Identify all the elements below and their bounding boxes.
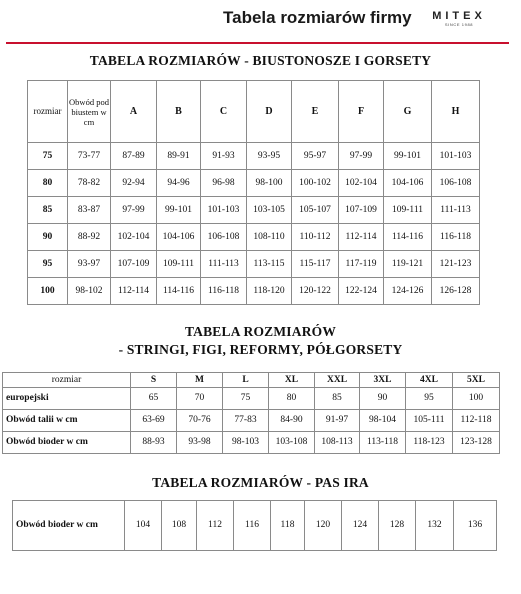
- belt-size-table: [12, 500, 497, 551]
- belt-cell: 136: [454, 501, 497, 551]
- bras-band-size: 90: [28, 224, 68, 251]
- bras-header-row: [28, 81, 480, 143]
- briefs-cell: 75: [223, 388, 269, 410]
- bras-cell: 103-105: [247, 197, 292, 224]
- briefs-row-label: Obwód bioder w cm: [3, 432, 131, 454]
- bras-cell: 114-116: [157, 278, 201, 305]
- bras-cell: 112-114: [111, 278, 157, 305]
- bras-cell: 107-109: [111, 251, 157, 278]
- bras-cell: 122-124: [339, 278, 384, 305]
- bras-column-header: E: [292, 81, 339, 143]
- bras-cell: 107-109: [339, 197, 384, 224]
- bras-cell: 106-108: [201, 224, 247, 251]
- bras-cell: 105-107: [292, 197, 339, 224]
- bras-cell: 106-108: [432, 170, 480, 197]
- briefs-cell: 65: [131, 388, 177, 410]
- bras-cell: 109-111: [384, 197, 432, 224]
- briefs-table-row: [3, 388, 500, 410]
- bras-cell: 89-91: [157, 143, 201, 170]
- briefs-cell: 84-90: [269, 410, 315, 432]
- bras-cell: 83-87: [68, 197, 111, 224]
- briefs-cell: 103-108: [269, 432, 315, 454]
- bras-size-table: [27, 80, 480, 305]
- bras-band-size: 85: [28, 197, 68, 224]
- bras-cell: 117-119: [339, 251, 384, 278]
- bras-table-row: [28, 278, 480, 305]
- bras-column-header: F: [339, 81, 384, 143]
- belt-title: TABELA ROZMIARÓW - PAS IRA: [152, 475, 369, 490]
- belt-row-label: Obwód bioder w cm: [13, 501, 125, 551]
- briefs-column-header: 4XL: [406, 373, 453, 388]
- header-title: Tabela rozmiarów firmy: [223, 8, 412, 27]
- briefs-row-label: Obwód talii w cm: [3, 410, 131, 432]
- bras-cell: 95-97: [292, 143, 339, 170]
- bras-cell: 98-102: [68, 278, 111, 305]
- bras-cell: 78-82: [68, 170, 111, 197]
- bras-table-row: [28, 224, 480, 251]
- bras-cell: 97-99: [111, 197, 157, 224]
- belt-cell: 112: [197, 501, 234, 551]
- bras-cell: 120-122: [292, 278, 339, 305]
- briefs-table-row: [3, 432, 500, 454]
- belt-cell: 120: [305, 501, 342, 551]
- bras-cell: 116-118: [432, 224, 480, 251]
- briefs-header-row: [3, 373, 500, 388]
- bras-column-header: D: [247, 81, 292, 143]
- bras-cell: 93-95: [247, 143, 292, 170]
- bras-cell: 113-115: [247, 251, 292, 278]
- brand-logo: [428, 11, 490, 28]
- bras-cell: 112-114: [339, 224, 384, 251]
- briefs-cell: 105-111: [406, 410, 453, 432]
- logo-tagline: SINCE 1988: [444, 22, 474, 27]
- briefs-cell: 95: [406, 388, 453, 410]
- briefs-cell: 98-104: [360, 410, 406, 432]
- bras-cell: 108-110: [247, 224, 292, 251]
- briefs-cell: 70: [177, 388, 223, 410]
- bras-band-size: 100: [28, 278, 68, 305]
- bras-table-row: [28, 251, 480, 278]
- bras-cell: 118-120: [247, 278, 292, 305]
- bras-cell: 92-94: [111, 170, 157, 197]
- briefs-cell: 98-103: [223, 432, 269, 454]
- bras-column-header: G: [384, 81, 432, 143]
- bras-cell: 111-113: [432, 197, 480, 224]
- bras-column-header: C: [201, 81, 247, 143]
- briefs-cell: 70-76: [177, 410, 223, 432]
- belt-cell: 132: [416, 501, 454, 551]
- briefs-table-row: [3, 410, 500, 432]
- bras-cell: 99-101: [384, 143, 432, 170]
- briefs-cell: 91-97: [315, 410, 360, 432]
- bras-cell: 115-117: [292, 251, 339, 278]
- briefs-cell: 112-118: [453, 410, 500, 432]
- briefs-column-header: M: [177, 373, 223, 388]
- bras-cell: 124-126: [384, 278, 432, 305]
- briefs-column-header: 3XL: [360, 373, 406, 388]
- belt-cell: 108: [162, 501, 197, 551]
- briefs-cell: 113-118: [360, 432, 406, 454]
- briefs-cell: 63-69: [131, 410, 177, 432]
- bras-cell: 109-111: [157, 251, 201, 278]
- bras-column-header: H: [432, 81, 480, 143]
- bras-cell: 87-89: [111, 143, 157, 170]
- bras-cell: 73-77: [68, 143, 111, 170]
- bras-cell: 96-98: [201, 170, 247, 197]
- belt-cell: 124: [342, 501, 379, 551]
- briefs-cell: 108-113: [315, 432, 360, 454]
- bras-table-row: [28, 170, 480, 197]
- bras-cell: 104-106: [157, 224, 201, 251]
- bras-cell: 119-121: [384, 251, 432, 278]
- bras-cell: 99-101: [157, 197, 201, 224]
- bras-column-header: A: [111, 81, 157, 143]
- briefs-cell: 100: [453, 388, 500, 410]
- bras-column-header: Obwód pod biustem w cm: [68, 81, 111, 143]
- briefs-title-line1: TABELA ROZMIARÓW: [184, 324, 337, 339]
- briefs-column-header: L: [223, 373, 269, 388]
- briefs-cell: 77-83: [223, 410, 269, 432]
- briefs-column-header: S: [131, 373, 177, 388]
- bras-cell: 101-103: [432, 143, 480, 170]
- bras-cell: 93-97: [68, 251, 111, 278]
- briefs-column-header: XXL: [315, 373, 360, 388]
- bras-cell: 110-112: [292, 224, 339, 251]
- bras-cell: 126-128: [432, 278, 480, 305]
- briefs-cell: 118-123: [406, 432, 453, 454]
- bras-column-header: B: [157, 81, 201, 143]
- bras-cell: 116-118: [201, 278, 247, 305]
- logo-wordmark: MITEX: [432, 10, 486, 22]
- bras-table-row: [28, 197, 480, 224]
- bras-band-size: 95: [28, 251, 68, 278]
- bras-cell: 91-93: [201, 143, 247, 170]
- briefs-row-label: europejski: [3, 388, 131, 410]
- bras-cell: 88-92: [68, 224, 111, 251]
- briefs-cell: 80: [269, 388, 315, 410]
- bras-band-size: 80: [28, 170, 68, 197]
- bras-cell: 98-100: [247, 170, 292, 197]
- belt-cell: 104: [125, 501, 162, 551]
- page-header: [0, 0, 521, 46]
- briefs-cell: 90: [360, 388, 406, 410]
- bras-cell: 114-116: [384, 224, 432, 251]
- bras-cell: 121-123: [432, 251, 480, 278]
- briefs-size-table: [2, 372, 500, 454]
- bras-title: TABELA ROZMIARÓW - BIUSTONOSZE I GORSETY: [89, 53, 432, 68]
- bras-cell: 102-104: [111, 224, 157, 251]
- bras-cell: 100-102: [292, 170, 339, 197]
- bras-cell: 102-104: [339, 170, 384, 197]
- briefs-cell: 85: [315, 388, 360, 410]
- bras-cell: 97-99: [339, 143, 384, 170]
- bras-cell: 101-103: [201, 197, 247, 224]
- briefs-cell: 93-98: [177, 432, 223, 454]
- belt-cell: 128: [379, 501, 416, 551]
- bras-band-size: 75: [28, 143, 68, 170]
- briefs-column-header: rozmiar: [3, 373, 131, 388]
- briefs-cell: 123-128: [453, 432, 500, 454]
- bras-cell: 94-96: [157, 170, 201, 197]
- bras-column-header: rozmiar: [28, 81, 68, 143]
- briefs-cell: 88-93: [131, 432, 177, 454]
- belt-cell: 118: [271, 501, 305, 551]
- briefs-column-header: XL: [269, 373, 315, 388]
- belt-cell: 116: [234, 501, 271, 551]
- briefs-title-line2: - STRINGI, FIGI, REFORMY, PÓŁGORSETY: [118, 342, 403, 357]
- header-divider: [6, 42, 509, 44]
- bras-cell: 111-113: [201, 251, 247, 278]
- briefs-column-header: 5XL: [453, 373, 500, 388]
- bras-cell: 104-106: [384, 170, 432, 197]
- bras-table-row: [28, 143, 480, 170]
- belt-table-row: [13, 501, 497, 551]
